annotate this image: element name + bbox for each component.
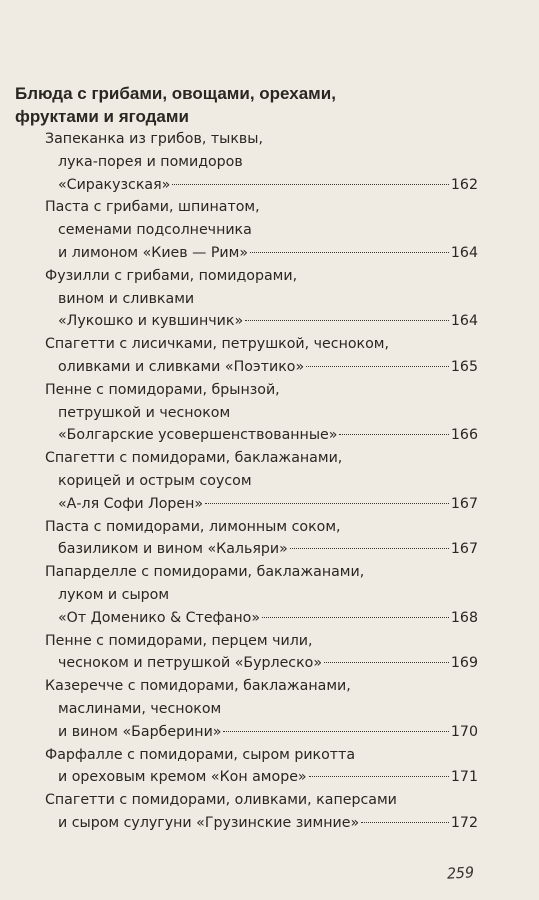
- toc-entry-line: Папарделле с помидорами, баклажанами,: [45, 564, 365, 581]
- toc-entry-text: «От Доменико & Стефано»: [58, 609, 261, 626]
- toc-entry-last-line: [45, 538, 478, 561]
- toc-entry-last-line: [45, 607, 478, 630]
- section-heading: [15, 82, 515, 128]
- toc-entry: [45, 447, 478, 515]
- toc-entry: [45, 516, 478, 562]
- toc-entry-last-line: [45, 652, 478, 675]
- dot-leader: [262, 617, 449, 618]
- page-number: 167: [450, 495, 478, 512]
- toc-entry-text: и сыром сулугуни «Грузинские зимние»: [58, 814, 360, 831]
- page-number: 162: [450, 176, 478, 193]
- page-number: 165: [450, 358, 478, 375]
- toc-entry: [45, 675, 478, 743]
- toc-entry-line: маслинами, чесноком: [58, 700, 222, 717]
- table-of-contents: [45, 128, 478, 835]
- dot-leader: [223, 731, 448, 732]
- toc-entry-line: Паста с помидорами, лимонным соком,: [45, 518, 341, 535]
- toc-entry-line: семенами подсолнечника: [58, 222, 252, 239]
- toc-entry-last-line: [45, 242, 478, 265]
- toc-entry-text: базиликом и вином «Кальяри»: [58, 541, 288, 558]
- dot-leader: [324, 662, 449, 663]
- toc-entry-last-line: [45, 721, 478, 744]
- toc-entry-last-line: [45, 493, 478, 516]
- toc-entry-line: Пенне с помидорами, брынзой,: [45, 381, 280, 398]
- toc-entry-line: петрушкой и чесноком: [58, 404, 231, 421]
- page-number: 170: [450, 723, 478, 740]
- page-number: 171: [450, 769, 478, 786]
- toc-entry: [45, 265, 478, 333]
- toc-entry: [45, 744, 478, 790]
- toc-entry-line: луком и сыром: [58, 586, 170, 603]
- toc-entry-text: «А-ля Софи Лорен»: [58, 495, 204, 512]
- dot-leader: [361, 822, 449, 823]
- page-number: 167: [450, 541, 478, 558]
- toc-entry-last-line: [45, 424, 478, 447]
- section-heading-line-1: Блюда с грибами, овощами, орехами,: [15, 84, 336, 103]
- page-number: 164: [450, 313, 478, 330]
- toc-entry: [45, 789, 478, 835]
- toc-entry-text: и ореховым кремом «Кон аморе»: [58, 769, 307, 786]
- toc-entry-text: «Лукошко и кувшинчик»: [58, 313, 244, 330]
- toc-entry-last-line: [45, 812, 478, 835]
- handwritten-page-number: 259: [446, 863, 475, 883]
- toc-entry-text: и лимоном «Киев — Рим»: [58, 244, 249, 261]
- dot-leader: [309, 776, 449, 777]
- toc-entry-line: Спагетти с помидорами, оливками, каперсами: [45, 792, 397, 809]
- toc-entry-text: и вином «Барберини»: [58, 723, 222, 740]
- page-number: 168: [450, 609, 478, 626]
- toc-entry-last-line: [45, 310, 478, 333]
- toc-entry-text: чесноком и петрушкой «Бурлеско»: [58, 655, 323, 672]
- toc-entry-line: Спагетти с лисичками, петрушкой, чесноком,: [45, 336, 389, 353]
- toc-entry: [45, 379, 478, 447]
- toc-entry-last-line: [45, 174, 478, 197]
- dot-leader: [172, 184, 449, 185]
- toc-entry: [45, 128, 478, 196]
- dot-leader: [290, 548, 449, 549]
- toc-entry: [45, 333, 478, 379]
- toc-entry: [45, 630, 478, 676]
- toc-entry-line: вином и сливками: [58, 290, 195, 307]
- toc-entry-line: Фузилли с грибами, помидорами,: [45, 267, 298, 284]
- toc-entry-text: «Болгарские усовершенствованные»: [58, 427, 338, 444]
- toc-entry-line: лука-порея и помидоров: [58, 153, 243, 170]
- dot-leader: [306, 366, 449, 367]
- toc-entry-last-line: [45, 766, 478, 789]
- toc-entry-line: Казеречче с помидорами, баклажанами,: [45, 678, 351, 695]
- toc-entry-line: Паста с грибами, шпинатом,: [45, 199, 260, 216]
- toc-entry-text: оливками и сливками «Поэтико»: [58, 358, 305, 375]
- dot-leader: [205, 503, 449, 504]
- dot-leader: [250, 252, 449, 253]
- toc-entry-line: Фарфалле с помидорами, сыром рикотта: [45, 746, 356, 763]
- toc-entry: [45, 561, 478, 629]
- toc-entry: [45, 196, 478, 264]
- section-heading-line-2: фруктами и ягодами: [15, 107, 189, 126]
- page-number: 169: [450, 655, 478, 672]
- toc-entry-line: Запеканка из грибов, тыквы,: [45, 131, 263, 147]
- dot-leader: [245, 320, 449, 321]
- page-number: 172: [450, 814, 478, 831]
- page-number: 166: [450, 427, 478, 444]
- toc-entry-line: Спагетти с помидорами, баклажанами,: [45, 450, 343, 467]
- dot-leader: [339, 434, 448, 435]
- page-number: 164: [450, 244, 478, 261]
- toc-entry-line: Пенне с помидорами, перцем чили,: [45, 632, 313, 649]
- toc-entry-line: корицей и острым соусом: [58, 472, 252, 489]
- toc-entry-text: «Сиракузская»: [58, 176, 171, 193]
- toc-entry-last-line: [45, 356, 478, 379]
